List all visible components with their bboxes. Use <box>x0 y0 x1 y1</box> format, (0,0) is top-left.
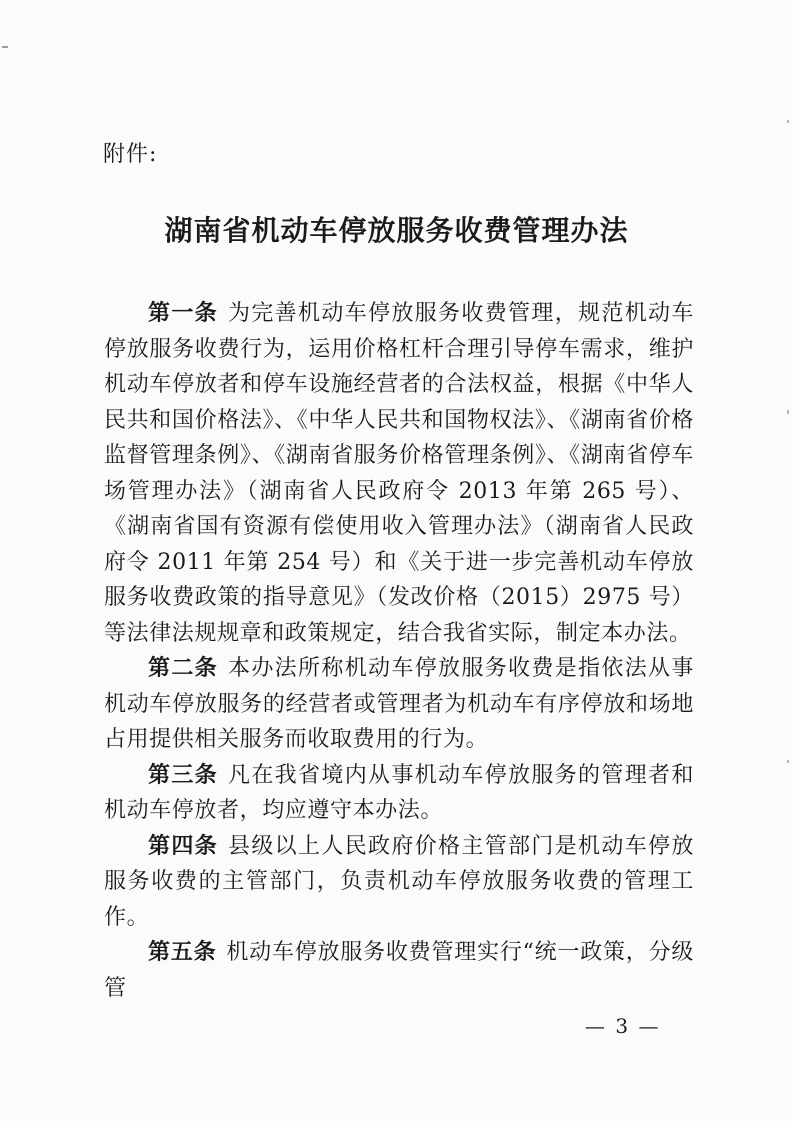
document-title: 湖南省机动车停放服务收费管理办法 <box>164 214 629 247</box>
scan-mark <box>2 46 8 48</box>
document-body <box>104 296 694 1006</box>
article-text: 本办法所称机动车停放服务收费是指依法从事机动车停放服务的经营者或管理者为机动车有序停放和场地占用提供相关服务而收取费用的行为。 <box>104 656 694 752</box>
article-text: 为完善机动车停放服务收费管理，规范机动车停放服务收费行为，运用价格杠杆合理引导停车需求，维护机动车停放者和停车设施经营者的合法权益，根据《中华人民共和国价格法》、《中华人民共和国物权法》、《湖南省价格监督管理条例》、《湖南省服务价格管理条例》、《湖南省停车场管理办法》（湖南省人民政府令 2013 年第 265 号）、《湖南省国有资源有偿使用收入管理办法》（湖南省人民政府令 2011 年第 254 号）和《关于进一步完善机动车停放服务收费政策的指导意见》（发改价格（2015）2975 号）等法律法规规章和政策规定，结合我省实际，制定本办法。 <box>104 301 694 646</box>
article-label: 第四条 <box>148 832 219 859</box>
article-text: 凡在我省境内从事机动车停放服务的管理者和机动车停放者，均应遵守本办法。 <box>104 762 694 823</box>
page-number: — 3 — <box>585 1014 661 1038</box>
article-text: 县级以上人民政府价格主管部门是机动车停放服务收费的主管部门，负责机动车停放服务收费的管理工作。 <box>104 833 694 930</box>
article-5 <box>104 935 694 1006</box>
article-4 <box>104 829 694 936</box>
scan-mark <box>787 120 789 123</box>
article-label: 第二条 <box>148 655 219 681</box>
article-label: 第一条 <box>148 300 219 326</box>
attachment-label: 附件: <box>103 142 158 167</box>
article-label: 第三条 <box>148 761 219 788</box>
article-3 <box>104 758 694 829</box>
article-1 <box>104 296 694 651</box>
article-label: 第五条 <box>148 939 217 965</box>
article-2 <box>104 651 694 758</box>
scan-mark <box>787 410 789 414</box>
scan-mark <box>787 760 789 763</box>
article-text: 机动车停放服务收费管理实行“统一政策，分级管 <box>104 940 694 1001</box>
